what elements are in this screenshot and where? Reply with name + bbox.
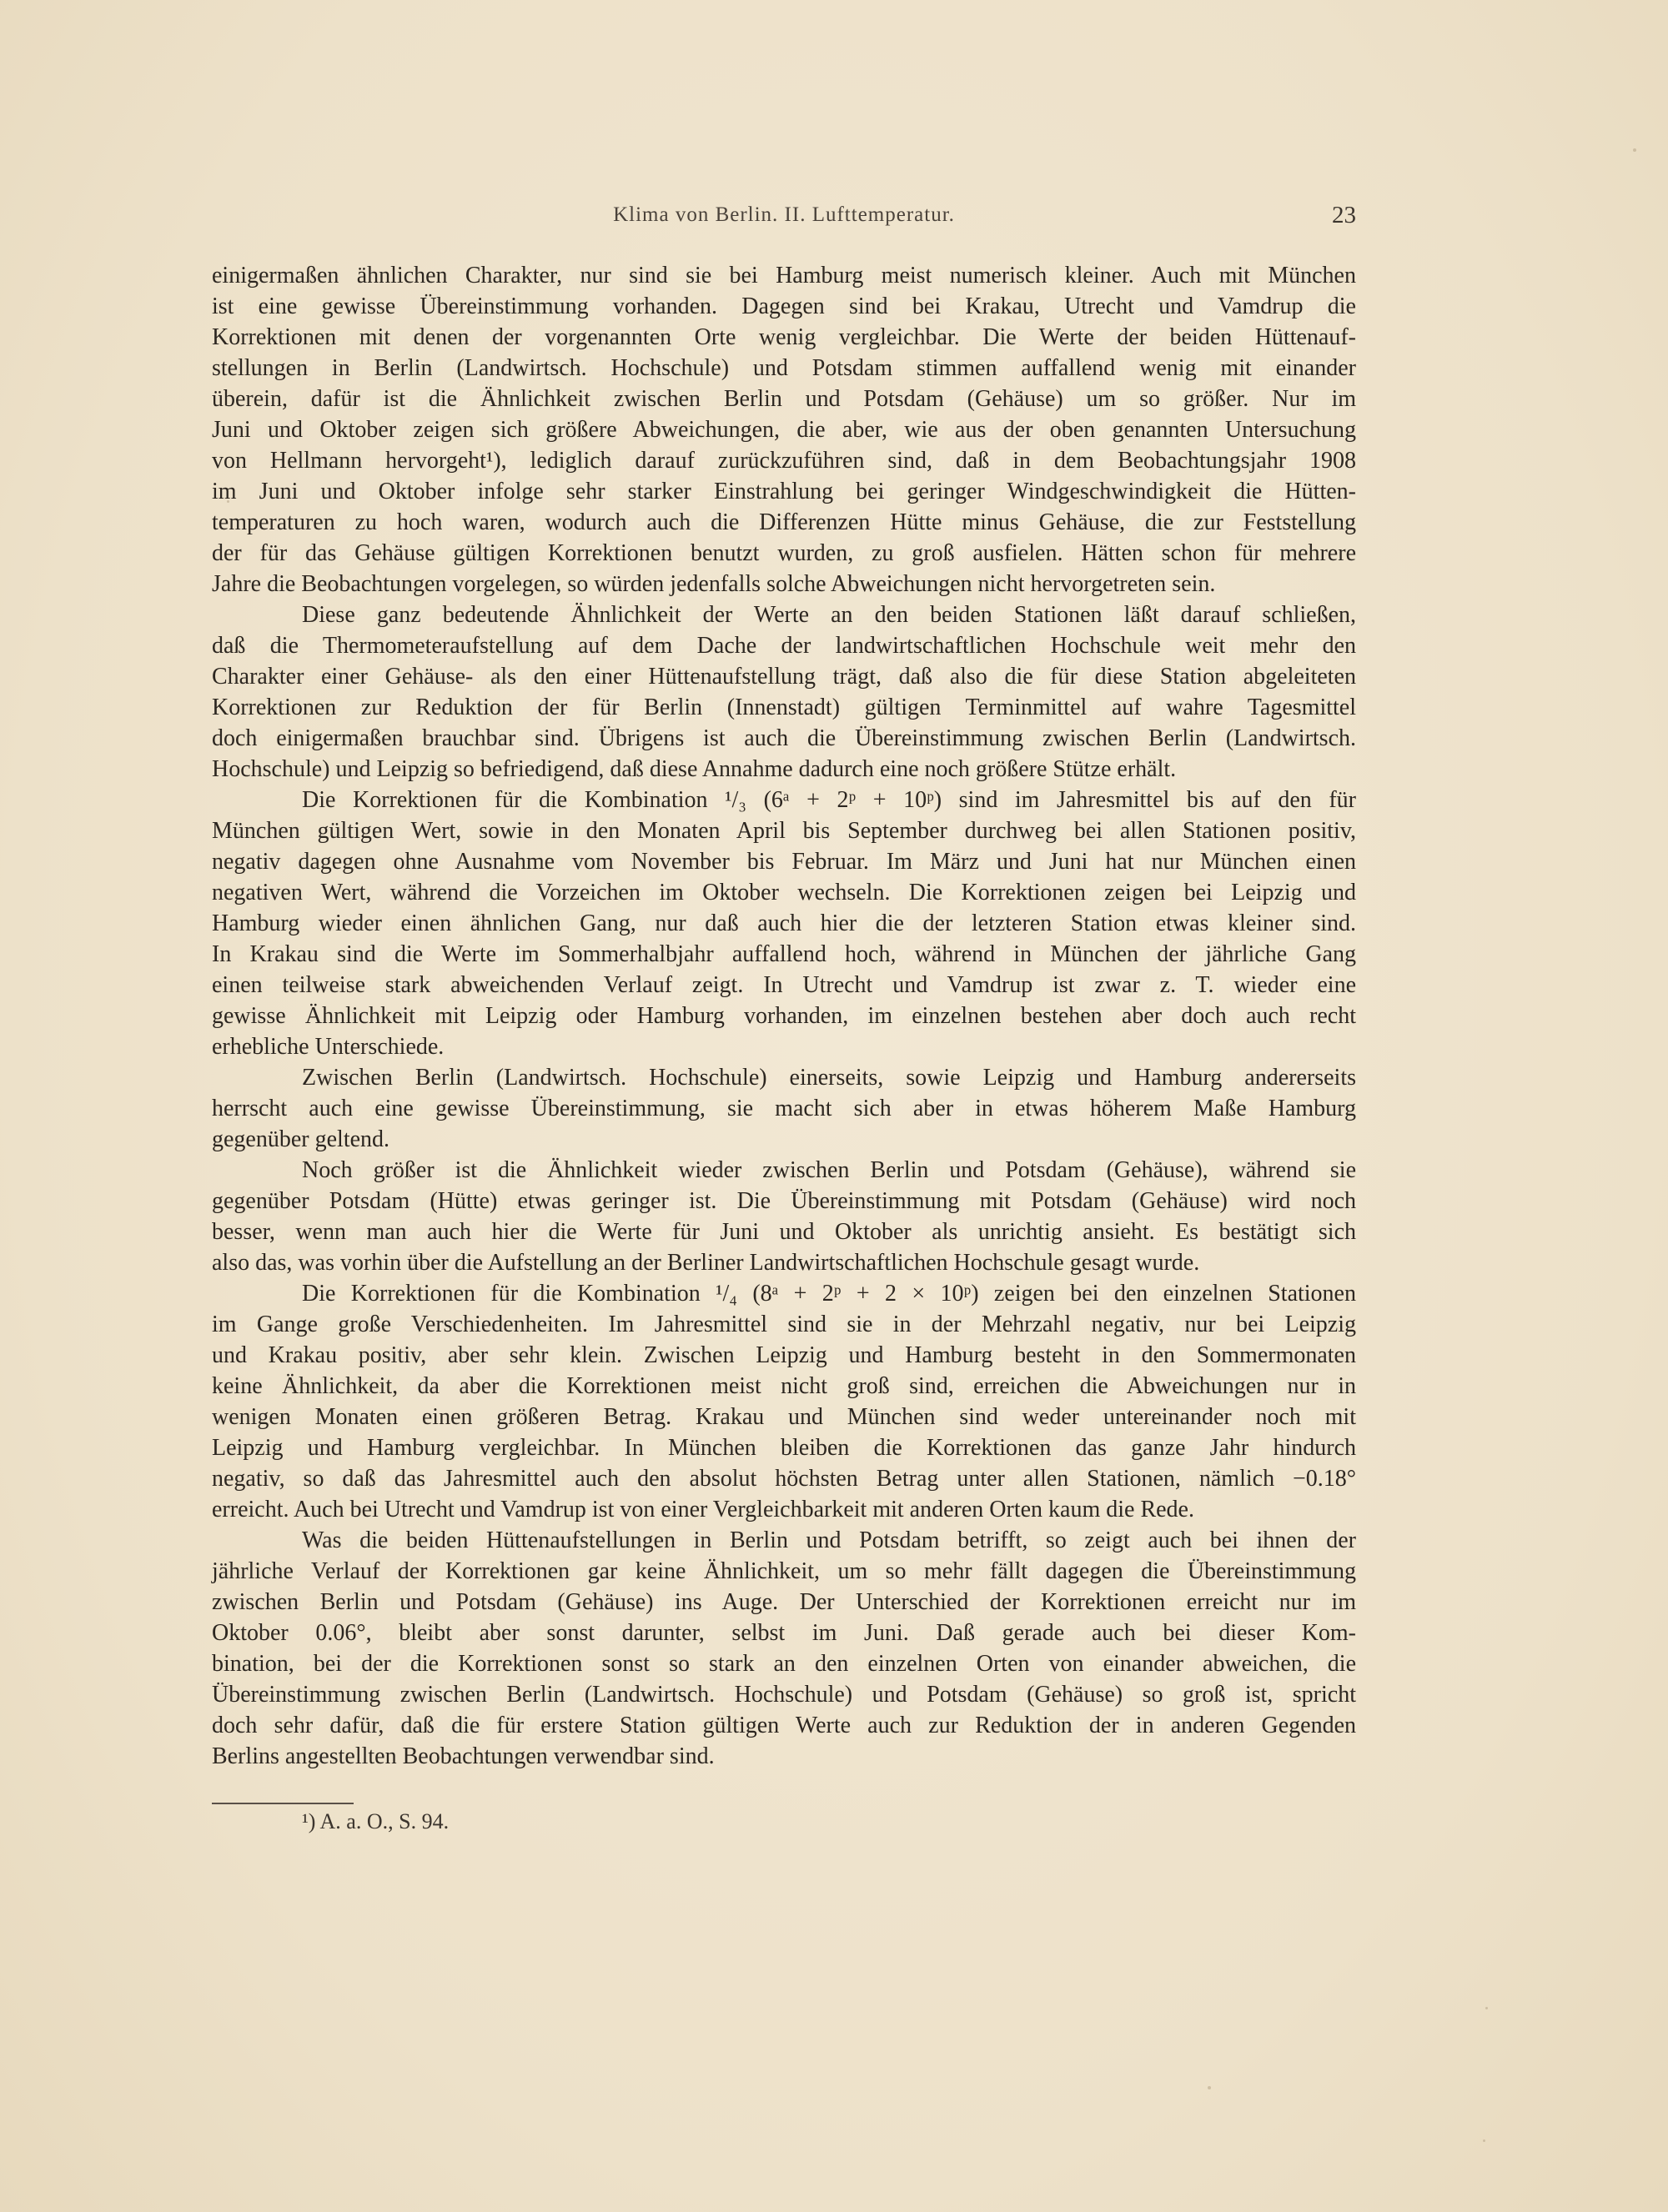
text-line: wenigen Monaten einen größeren Betrag. Krakau und München sind weder untereinander noch mit	[212, 1404, 1356, 1430]
text-line: doch sehr dafür, daß die für erstere Station gültigen Werte auch zur Reduktion der in anderen Gegenden	[212, 1713, 1356, 1738]
text-line: Leipzig und Hamburg vergleichbar. In München bleiben die Korrektionen das ganze Jahr hindurch	[212, 1435, 1356, 1461]
paper-fleck	[1485, 2007, 1488, 2009]
text-line: Charakter einer Gehäuse- als den einer Hüttenaufstellung trägt, daß also die für diese Station abgeleiteten	[212, 664, 1356, 690]
text-line: also das, was vorhin über die Aufstellung an der Berliner Landwirtschaftlichen Hochschule gesagt wurde.	[212, 1250, 1200, 1276]
text-line: München gültigen Wert, sowie in den Monaten April bis September durchweg bei allen Stationen positiv,	[212, 818, 1356, 844]
paper-fleck	[1633, 148, 1636, 152]
text-line: erhebliche Unterschiede.	[212, 1034, 445, 1060]
paper-fleck	[1483, 2139, 1485, 2142]
text-line: temperaturen zu hoch waren, wodurch auch die Differenzen Hütte minus Gehäuse, die zur Feststellung	[212, 509, 1356, 535]
text-line: ist eine gewisse Übereinstimmung vorhanden. Dagegen sind bei Krakau, Utrecht und Vamdrup die	[212, 293, 1356, 319]
text-line: zwischen Berlin und Potsdam (Gehäuse) ins Auge. Der Unterschied der Korrektionen erreicht nur im	[212, 1589, 1356, 1615]
text-line: herrscht auch eine gewisse Übereinstimmung, sie macht sich aber in etwas höherem Maße Hamburg	[212, 1096, 1356, 1121]
text-line: Die Korrektionen für die Kombination ¹/₄ (8ᵃ + 2ᵖ + 2 × 10ᵖ) zeigen bei den einzelnen Stationen	[302, 1281, 1356, 1307]
text-line: doch einigermaßen brauchbar sind. Übrigens ist auch die Übereinstimmung zwischen Berlin (Landwirtsch.	[212, 725, 1356, 751]
text-line: im Juni und Oktober infolge sehr starker Einstrahlung bei geringer Windgeschwindigkeit die Hütten-	[212, 479, 1356, 504]
text-line: negativen Wert, während die Vorzeichen im Oktober wechseln. Die Korrektionen zeigen bei Leipzig und	[212, 880, 1356, 905]
text-line: Noch größer ist die Ähnlichkeit wieder zwischen Berlin und Potsdam (Gehäuse), während sie	[302, 1157, 1356, 1183]
text-line: negativ dagegen ohne Ausnahme vom November bis Februar. Im März und Juni hat nur München einen	[212, 849, 1356, 875]
text-line: stellungen in Berlin (Landwirtsch. Hochschule) und Potsdam stimmen auffallend wenig mit einander	[212, 355, 1356, 381]
text-line: Hochschule) und Leipzig so befriedigend, daß diese Annahme dadurch eine noch größere Stütze erhält.	[212, 756, 1177, 782]
text-line: keine Ähnlichkeit, da aber die Korrektionen meist nicht groß sind, erreichen die Abweichungen nur in	[212, 1373, 1356, 1399]
text-line: Was die beiden Hüttenaufstellungen in Berlin und Potsdam betrifft, so zeigt auch bei ihnen der	[302, 1527, 1356, 1553]
text-line: Zwischen Berlin (Landwirtsch. Hochschule) einerseits, sowie Leipzig und Hamburg andererseits	[302, 1065, 1356, 1091]
text-line: Jahre die Beobachtungen vorgelegen, so würden jedenfalls solche Abweichungen nicht hervorgetreten sein.	[212, 571, 1216, 597]
footnote-divider	[212, 1803, 354, 1804]
text-line: negativ, so daß das Jahresmittel auch den absolut höchsten Betrag unter allen Stationen, nämlich −0.18°	[212, 1466, 1356, 1492]
text-line: jährliche Verlauf der Korrektionen gar keine Ähnlichkeit, um so mehr fällt dagegen die Übereinstimmung	[212, 1558, 1356, 1584]
running-title: Klima von Berlin. II. Lufttemperatur.	[613, 203, 955, 226]
paper-fleck	[1208, 2086, 1211, 2089]
text-line: Diese ganz bedeutende Ähnlichkeit der Werte an den beiden Stationen läßt darauf schließen,	[302, 602, 1356, 628]
footnote: ¹) A. a. O., S. 94.	[302, 1809, 450, 1833]
page-header	[212, 203, 1356, 237]
text-line: und Krakau positiv, aber sehr klein. Zwischen Leipzig und Hamburg besteht in den Sommermonaten	[212, 1342, 1356, 1368]
page-number: 23	[1332, 202, 1356, 228]
text-line: Übereinstimmung zwischen Berlin (Landwirtsch. Hochschule) und Potsdam (Gehäuse) so groß ist, spricht	[212, 1682, 1356, 1708]
text-line: einigermaßen ähnlichen Charakter, nur sind sie bei Hamburg meist numerisch kleiner. Auch mit München	[212, 263, 1356, 288]
text-line: gewisse Ähnlichkeit mit Leipzig oder Hamburg vorhanden, im einzelnen bestehen aber doch auch recht	[212, 1003, 1356, 1029]
text-line: Korrektionen mit denen der vorgenannten Orte wenig vergleichbar. Die Werte der beiden Hüttenauf-	[212, 324, 1356, 350]
text-line: im Gange große Verschiedenheiten. Im Jahresmittel sind sie in der Mehrzahl negativ, nur bei Leipzig	[212, 1312, 1356, 1337]
text-line: Die Korrektionen für die Kombination ¹/₃ (6ᵃ + 2ᵖ + 10ᵖ) sind im Jahresmittel bis auf den für	[302, 787, 1356, 813]
text-line: Berlins angestellten Beobachtungen verwendbar sind.	[212, 1743, 715, 1769]
text-line: daß die Thermometeraufstellung auf dem Dache der landwirtschaftlichen Hochschule weit mehr den	[212, 633, 1356, 659]
text-line: gegenüber geltend.	[212, 1126, 390, 1152]
body-text	[212, 260, 1356, 1772]
text-line: einen teilweise stark abweichenden Verlauf zeigt. In Utrecht und Vamdrup ist zwar z. T. wieder eine	[212, 972, 1356, 998]
text-line: besser, wenn man auch hier die Werte für Juni und Oktober als unrichtig ansieht. Es bestätigt sich	[212, 1219, 1356, 1245]
text-line: Juni und Oktober zeigen sich größere Abweichungen, die aber, wie aus der oben genannten Untersuchung	[212, 417, 1356, 443]
text-line: bination, bei der die Korrektionen sonst so stark an den einzelnen Orten von einander abweichen, die	[212, 1651, 1356, 1677]
text-line: gegenüber Potsdam (Hütte) etwas geringer ist. Die Übereinstimmung mit Potsdam (Gehäuse) wird noch	[212, 1188, 1356, 1214]
text-line: erreicht. Auch bei Utrecht und Vamdrup ist von einer Vergleichbarkeit mit anderen Orten kaum die Rede.	[212, 1497, 1194, 1522]
text-line: von Hellmann hervorgeht¹), lediglich darauf zurückzuführen sind, daß in dem Beobachtungsjahr 1908	[212, 448, 1356, 474]
text-line: In Krakau sind die Werte im Sommerhalbjahr auffallend hoch, während in München der jährliche Gang	[212, 941, 1356, 967]
text-line: überein, dafür ist die Ähnlichkeit zwischen Berlin und Potsdam (Gehäuse) um so größer. Nur im	[212, 386, 1356, 412]
text-line: Korrektionen zur Reduktion der für Berlin (Innenstadt) gültigen Terminmittel auf wahre Tagesmittel	[212, 695, 1356, 720]
text-line: der für das Gehäuse gültigen Korrektionen benutzt wurden, zu groß ausfielen. Hätten schon für mehrere	[212, 540, 1356, 566]
text-line: Hamburg wieder einen ähnlichen Gang, nur daß auch hier die der letzteren Station etwas kleiner sind.	[212, 910, 1356, 936]
text-line: Oktober 0.06°, bleibt aber sonst darunter, selbst im Juni. Daß gerade auch bei dieser Kom-	[212, 1620, 1356, 1646]
